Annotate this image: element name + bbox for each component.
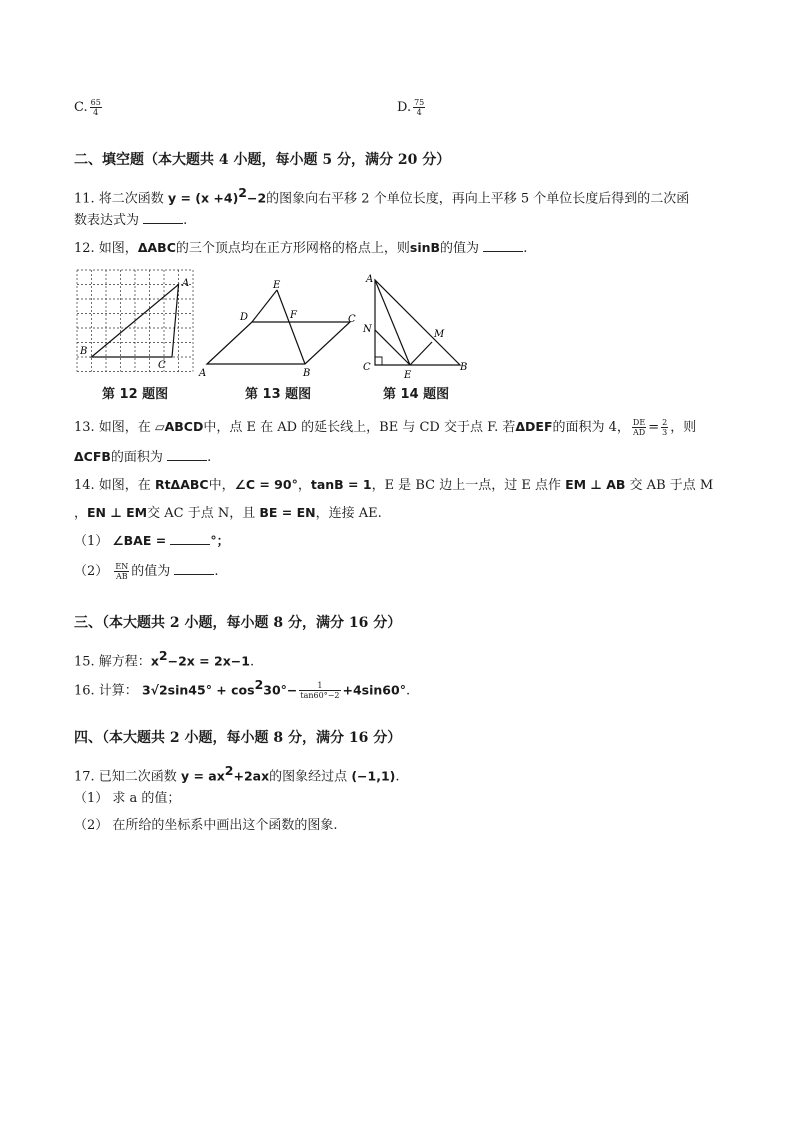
label-c: C: [363, 362, 371, 373]
answer-blank-14-1[interactable]: [170, 532, 210, 545]
label-c: C: [348, 314, 356, 325]
figure-13-caption: 第 13 题图: [245, 387, 312, 402]
option-d: D. $\frac{75}{4}$: [397, 98, 425, 117]
question-14-part-1: （1） ∠BAE = °；: [74, 533, 230, 549]
answer-blank-14-2[interactable]: [174, 562, 214, 575]
question-15: 15. 解方程：$x^2-2x = 2x-1$.: [74, 648, 255, 670]
question-11: 11. 将二次函数 $y = (x +4)^2-2$的图象向右平移 2 个单位长度，再向上平移 5 个单位长度后得到的二次函: [74, 185, 690, 207]
option-d-fraction: $\frac{75}{4}$: [414, 98, 425, 117]
question-16: 16. 计算： $3√2\sin 45^\circ + \cos^230^\circ-$ $\frac{1}{\tan 60^\circ-2}$ +4sin60°.: [74, 677, 411, 701]
answer-blank-11[interactable]: [143, 211, 183, 224]
right-angle-mark: [375, 357, 382, 365]
section-4-heading: 四、（本大题共 2 小题，每小题 8 分，满分 16 分）: [74, 730, 402, 746]
triangle-abc: [375, 280, 460, 365]
question-11-line2: 数表达式为 .: [74, 213, 188, 228]
question-14-part-2: （2） $\frac{EN}{AB}$ 的值为 .: [74, 562, 219, 581]
label-f: F: [290, 310, 297, 321]
question-13-line2: ΔCFB的面积为 .: [74, 449, 212, 465]
segment-en: [375, 330, 410, 365]
segment-eb: [277, 290, 305, 364]
question-14-line2: ，EN ⊥ EM交 AC 于点 N，且 BE = EN，连接 AE.: [74, 505, 382, 521]
label-a: A: [366, 274, 374, 285]
label-e: E: [273, 280, 281, 291]
figure-12-caption: 第 12 题图: [102, 387, 169, 402]
label-d: D: [240, 312, 249, 323]
question-17: 17. 已知二次函数 $y = ax^2+2ax$的图象经过点 (−1,1).: [74, 763, 400, 785]
label-c: C: [158, 360, 166, 371]
figure-12-grid-triangle: [70, 264, 200, 384]
option-c-fraction: $\frac{65}{4}$: [90, 98, 101, 117]
segment-ae: [375, 280, 410, 365]
option-c: C. $\frac{65}{4}$: [74, 98, 101, 117]
section-3-heading: 三、（本大题共 2 小题，每小题 8 分，满分 16 分）: [74, 615, 402, 631]
label-a: A: [199, 368, 207, 379]
parallelogram-abcd: [207, 322, 350, 364]
label-e: E: [404, 370, 412, 381]
label-a: A: [182, 278, 190, 289]
answer-blank-13[interactable]: [167, 448, 207, 461]
figure-14-caption: 第 14 题图: [383, 387, 450, 402]
figure-13-parallelogram: [195, 276, 365, 380]
section-fill-in-blank-heading: 二、填空题（本大题共 4 小题，每小题 5 分，满分 20 分）: [74, 152, 451, 168]
question-14: 14. 如图，在 RtΔABC中，∠C = 90°，tanB = 1，E 是 BC 边上一点，过 E 点作 EM ⊥ AB 交 AB 于点 M: [74, 477, 714, 493]
label-b: B: [460, 362, 468, 373]
segment-em: [410, 342, 432, 365]
question-17-part-2: （2） 在所给的坐标系中画出这个函数的图象.: [74, 818, 338, 833]
segment-de: [252, 290, 277, 322]
question-17-part-1: （1） 求 a 的值；: [74, 791, 181, 806]
label-m: M: [434, 329, 445, 340]
figure-14-right-triangle: [360, 270, 478, 382]
question-12: 12. 如图，ΔABC的三个顶点均在正方形网格的格点上，则sinB的值为 .: [74, 240, 528, 256]
label-b: B: [303, 368, 311, 379]
label-n: N: [363, 324, 372, 335]
question-13: 13. 如图，在 ▱ABCD中，点 E 在 AD 的延长线上，BE 与 CD 交于点 F. 若ΔDEF的面积为 4， $\frac{DE}{AD}$ = $\frac{2}{3}$ ，则: [74, 418, 697, 437]
answer-blank-12[interactable]: [483, 239, 523, 252]
label-b: B: [80, 346, 88, 357]
